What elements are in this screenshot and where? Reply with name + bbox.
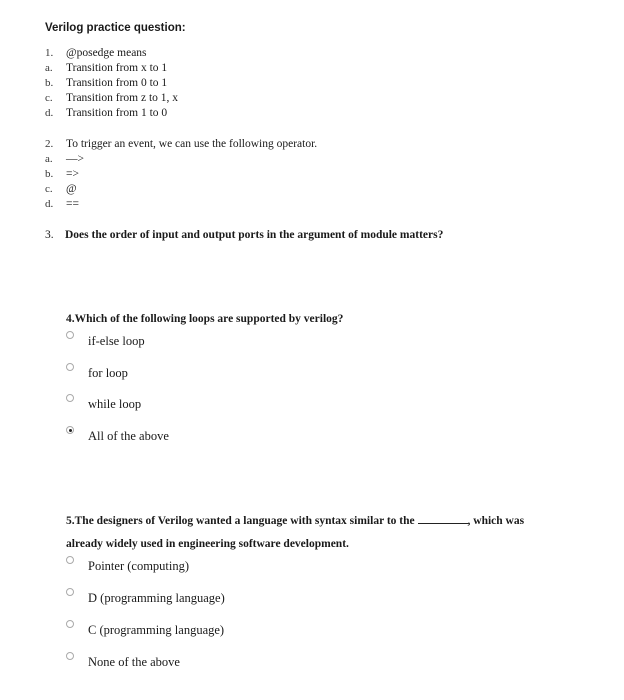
q5-option-3-label: C (programming language): [88, 623, 225, 637]
q1-text: @posedge means: [66, 47, 147, 59]
q2-option-d-marker: d.: [45, 198, 54, 210]
q4-option-4-radio[interactable]: [66, 426, 74, 434]
q5-option-2-label: D (programming language): [88, 591, 225, 605]
q5-option-2-radio[interactable]: [66, 588, 74, 596]
q5-blank: [418, 513, 468, 524]
q2-option-a: —>: [66, 153, 84, 165]
q4-option-3-radio[interactable]: [66, 394, 74, 402]
q5-option-4-label: None of the above: [88, 655, 180, 669]
q1-option-b: Transition from 0 to 1: [66, 77, 168, 89]
q1-option-d-marker: d.: [45, 107, 54, 119]
q4-option-1-label: if-else loop: [88, 334, 145, 348]
q2-option-b: =>: [66, 168, 79, 180]
q2-option-c-marker: c.: [45, 183, 53, 195]
q1-option-a-marker: a.: [45, 62, 53, 74]
q2-option-d: ==: [66, 198, 79, 210]
q2-option-c: @: [66, 183, 77, 195]
q2-option-a-marker: a.: [45, 153, 53, 165]
page-title: Verilog practice question:: [45, 22, 186, 34]
q3-text: Does the order of input and output ports in the argument of module matters?: [65, 229, 444, 241]
q2-text: To trigger an event, we can use the following operator.: [66, 138, 318, 150]
q4-option-1-radio[interactable]: [66, 331, 74, 339]
q1-option-a: Transition from x to 1: [66, 62, 168, 74]
q3-number: 3.: [45, 229, 54, 241]
q1-option-d: Transition from 1 to 0: [66, 107, 168, 119]
q5-text: [66, 513, 524, 527]
q2-number: 2.: [45, 138, 54, 150]
q2-option-b-marker: b.: [45, 168, 54, 180]
q5-option-3-radio[interactable]: [66, 620, 74, 628]
q5-text-line2: already widely used in engineering software development.: [66, 538, 349, 550]
q1-option-c: Transition from z to 1, x: [66, 92, 179, 104]
q1-number: 1.: [45, 47, 54, 59]
q5-option-4-radio[interactable]: [66, 652, 74, 660]
q4-option-4-label: All of the above: [88, 429, 169, 443]
q1-option-b-marker: b.: [45, 77, 54, 89]
q3: [45, 229, 443, 241]
q5-option-1-radio[interactable]: [66, 556, 74, 564]
q5-text-before: 5.The designers of Verilog wanted a language with syntax similar to the: [66, 515, 415, 527]
q4-text: 4.Which of the following loops are supported by verilog?: [66, 313, 344, 325]
q5-text-after: , which was: [467, 515, 525, 527]
q5-option-1-label: Pointer (computing): [88, 559, 190, 573]
q4-option-3-label: while loop: [88, 397, 142, 411]
q4-option-2-label: for loop: [88, 366, 128, 380]
q4-option-2-radio[interactable]: [66, 363, 74, 371]
q1-option-c-marker: c.: [45, 92, 53, 104]
